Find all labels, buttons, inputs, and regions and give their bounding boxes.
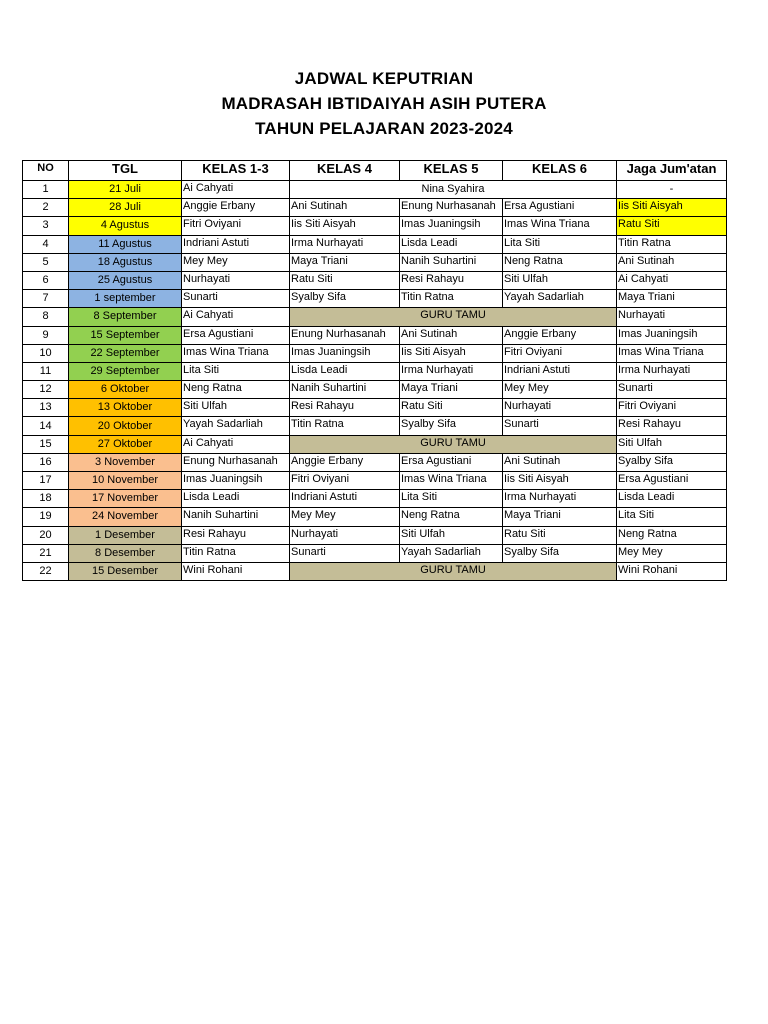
row-no: 11	[23, 362, 69, 380]
header-kelas-6: KELAS 6	[503, 161, 617, 181]
row-kelas-5: Ersa Agustiani	[400, 453, 503, 471]
row-kelas-6: Irma Nurhayati	[503, 490, 617, 508]
row-kelas-4: Mey Mey	[290, 508, 400, 526]
row-kelas-6: Imas Wina Triana	[503, 217, 617, 235]
row-no: 10	[23, 344, 69, 362]
table-row	[23, 326, 727, 344]
header-tgl: TGL	[69, 161, 182, 181]
table-row	[23, 381, 727, 399]
row-kelas-6: Anggie Erbany	[503, 326, 617, 344]
row-jaga-jumatan: Nurhayati	[617, 308, 727, 326]
row-jaga-jumatan: Ani Sutinah	[617, 253, 727, 271]
row-tgl: 25 Agustus	[69, 271, 182, 289]
table-row	[23, 508, 727, 526]
row-kelas-1-3: Nurhayati	[182, 271, 290, 289]
row-jaga-jumatan: Lisda Leadi	[617, 490, 727, 508]
row-jaga-jumatan: Fitri Oviyani	[617, 399, 727, 417]
row-no: 22	[23, 562, 69, 580]
row-kelas-1-3: Resi Rahayu	[182, 526, 290, 544]
row-kelas-5: Lita Siti	[400, 490, 503, 508]
row-no: 2	[23, 199, 69, 217]
row-kelas-1-3: Lisda Leadi	[182, 490, 290, 508]
row-kelas-6: Lita Siti	[503, 235, 617, 253]
row-kelas-1-3: Nanih Suhartini	[182, 508, 290, 526]
row-kelas-4: Fitri Oviyani	[290, 472, 400, 490]
header-kelas-1-3: KELAS 1-3	[182, 161, 290, 181]
table-row	[23, 435, 727, 453]
row-kelas-5: Imas Juaningsih	[400, 217, 503, 235]
table-row	[23, 199, 727, 217]
row-jaga-jumatan: Resi Rahayu	[617, 417, 727, 435]
table-row	[23, 472, 727, 490]
row-kelas-5: Nanih Suhartini	[400, 253, 503, 271]
row-kelas-5: Maya Triani	[400, 381, 503, 399]
row-kelas-4: Sunarti	[290, 544, 400, 562]
row-kelas-1-3: Fitri Oviyani	[182, 217, 290, 235]
row-no: 9	[23, 326, 69, 344]
row-tgl: 22 September	[69, 344, 182, 362]
row-tgl: 24 November	[69, 508, 182, 526]
row-jaga-jumatan: Ersa Agustiani	[617, 472, 727, 490]
row-tgl: 29 September	[69, 362, 182, 380]
row-tgl: 13 Oktober	[69, 399, 182, 417]
row-jaga-jumatan: Maya Triani	[617, 290, 727, 308]
row-no: 20	[23, 526, 69, 544]
header-kelas-4: KELAS 4	[290, 161, 400, 181]
row-tgl: 8 September	[69, 308, 182, 326]
row-kelas-6: Sunarti	[503, 417, 617, 435]
table-row	[23, 544, 727, 562]
row-tgl: 18 Agustus	[69, 253, 182, 271]
row-no: 12	[23, 381, 69, 399]
row-jaga-jumatan: Lita Siti	[617, 508, 727, 526]
row-kelas-6: Fitri Oviyani	[503, 344, 617, 362]
row-kelas-5: Irma Nurhayati	[400, 362, 503, 380]
table-row	[23, 308, 727, 326]
row-kelas-6: Ratu Siti	[503, 526, 617, 544]
row-tgl: 8 Desember	[69, 544, 182, 562]
row-kelas-4: Titin Ratna	[290, 417, 400, 435]
row-kelas-4: Enung Nurhasanah	[290, 326, 400, 344]
row-no: 1	[23, 181, 69, 199]
row-no: 15	[23, 435, 69, 453]
row-merged-kelas: Nina Syahira	[290, 181, 617, 199]
row-jaga-jumatan: Siti Ulfah	[617, 435, 727, 453]
row-no: 8	[23, 308, 69, 326]
row-guru-tamu: GURU TAMU	[290, 562, 617, 580]
header-kelas-5: KELAS 5	[400, 161, 503, 181]
row-kelas-6: Syalby Sifa	[503, 544, 617, 562]
header-no: NO	[23, 161, 69, 181]
row-kelas-4: Maya Triani	[290, 253, 400, 271]
row-kelas-1-3: Lita Siti	[182, 362, 290, 380]
row-kelas-1-3: Imas Wina Triana	[182, 344, 290, 362]
row-kelas-6: Mey Mey	[503, 381, 617, 399]
header-row	[23, 161, 727, 181]
row-tgl: 4 Agustus	[69, 217, 182, 235]
row-kelas-4: Nurhayati	[290, 526, 400, 544]
row-kelas-5: Yayah Sadarliah	[400, 544, 503, 562]
row-kelas-1-3: Titin Ratna	[182, 544, 290, 562]
row-kelas-6: Ani Sutinah	[503, 453, 617, 471]
row-tgl: 1 september	[69, 290, 182, 308]
row-kelas-5: Neng Ratna	[400, 508, 503, 526]
table-row	[23, 271, 727, 289]
title-line-2: MADRASAH IBTIDAIYAH ASIH PUTERA	[221, 94, 547, 113]
row-kelas-6: Yayah Sadarliah	[503, 290, 617, 308]
row-kelas-4: Indriani Astuti	[290, 490, 400, 508]
row-guru-tamu: GURU TAMU	[290, 435, 617, 453]
row-kelas-5: Siti Ulfah	[400, 526, 503, 544]
row-kelas-1-3: Imas Juaningsih	[182, 472, 290, 490]
row-jaga-jumatan: -	[617, 181, 727, 199]
table-row	[23, 235, 727, 253]
row-guru-tamu: GURU TAMU	[290, 308, 617, 326]
schedule-table	[22, 160, 727, 581]
row-kelas-1-3: Neng Ratna	[182, 381, 290, 399]
row-kelas-5: Enung Nurhasanah	[400, 199, 503, 217]
row-kelas-6: Iis Siti Aisyah	[503, 472, 617, 490]
row-kelas-5: Ani Sutinah	[400, 326, 503, 344]
row-kelas-4: Iis Siti Aisyah	[290, 217, 400, 235]
row-jaga-jumatan: Ratu Siti	[617, 217, 727, 235]
row-kelas-1-3: Ersa Agustiani	[182, 326, 290, 344]
row-kelas-5: Ratu Siti	[400, 399, 503, 417]
row-no: 19	[23, 508, 69, 526]
row-kelas-6: Nurhayati	[503, 399, 617, 417]
row-kelas-4: Irma Nurhayati	[290, 235, 400, 253]
table-row	[23, 417, 727, 435]
row-tgl: 28 Juli	[69, 199, 182, 217]
row-kelas-1-3: Enung Nurhasanah	[182, 453, 290, 471]
title-line-1: JADWAL KEPUTRIAN	[294, 69, 474, 88]
table-row	[23, 217, 727, 235]
table-row	[23, 562, 727, 580]
row-no: 18	[23, 490, 69, 508]
row-jaga-jumatan: Imas Wina Triana	[617, 344, 727, 362]
row-jaga-jumatan: Iis Siti Aisyah	[617, 199, 727, 217]
title-line-3: TAHUN PELAJARAN 2023-2024	[255, 119, 513, 138]
table-row	[23, 362, 727, 380]
row-no: 13	[23, 399, 69, 417]
row-tgl: 3 November	[69, 453, 182, 471]
row-no: 4	[23, 235, 69, 253]
row-tgl: 6 Oktober	[69, 381, 182, 399]
row-no: 21	[23, 544, 69, 562]
row-no: 14	[23, 417, 69, 435]
row-jaga-jumatan: Wini Rohani	[617, 562, 727, 580]
row-tgl: 20 Oktober	[69, 417, 182, 435]
row-kelas-1-3: Ai Cahyati	[182, 435, 290, 453]
table-row	[23, 181, 727, 199]
row-tgl: 11 Agustus	[69, 235, 182, 253]
row-no: 17	[23, 472, 69, 490]
row-kelas-4: Lisda Leadi	[290, 362, 400, 380]
row-jaga-jumatan: Imas Juaningsih	[617, 326, 727, 344]
document-title	[0, 66, 768, 141]
row-kelas-5: Lisda Leadi	[400, 235, 503, 253]
row-kelas-5: Imas Wina Triana	[400, 472, 503, 490]
row-kelas-4: Anggie Erbany	[290, 453, 400, 471]
row-tgl: 21 Juli	[69, 181, 182, 199]
table-row	[23, 253, 727, 271]
row-kelas-6: Neng Ratna	[503, 253, 617, 271]
row-no: 16	[23, 453, 69, 471]
row-kelas-4: Syalby Sifa	[290, 290, 400, 308]
row-kelas-1-3: Wini Rohani	[182, 562, 290, 580]
row-kelas-6: Indriani Astuti	[503, 362, 617, 380]
row-kelas-1-3: Anggie Erbany	[182, 199, 290, 217]
row-jaga-jumatan: Irma Nurhayati	[617, 362, 727, 380]
row-kelas-6: Siti Ulfah	[503, 271, 617, 289]
row-kelas-1-3: Mey Mey	[182, 253, 290, 271]
row-no: 6	[23, 271, 69, 289]
table-row	[23, 290, 727, 308]
row-kelas-4: Imas Juaningsih	[290, 344, 400, 362]
schedule-body	[23, 181, 727, 581]
row-tgl: 1 Desember	[69, 526, 182, 544]
row-kelas-6: Ersa Agustiani	[503, 199, 617, 217]
row-no: 3	[23, 217, 69, 235]
row-no: 5	[23, 253, 69, 271]
row-tgl: 10 November	[69, 472, 182, 490]
row-kelas-6: Maya Triani	[503, 508, 617, 526]
row-kelas-1-3: Yayah Sadarliah	[182, 417, 290, 435]
row-tgl: 27 Oktober	[69, 435, 182, 453]
header-jaga-jumatan: Jaga Jum'atan	[617, 161, 727, 181]
row-kelas-4: Ratu Siti	[290, 271, 400, 289]
table-row	[23, 399, 727, 417]
row-kelas-5: Resi Rahayu	[400, 271, 503, 289]
row-jaga-jumatan: Neng Ratna	[617, 526, 727, 544]
row-jaga-jumatan: Mey Mey	[617, 544, 727, 562]
row-kelas-4: Resi Rahayu	[290, 399, 400, 417]
table-row	[23, 526, 727, 544]
row-jaga-jumatan: Syalby Sifa	[617, 453, 727, 471]
row-tgl: 15 September	[69, 326, 182, 344]
row-kelas-5: Titin Ratna	[400, 290, 503, 308]
row-kelas-1-3: Ai Cahyati	[182, 308, 290, 326]
table-row	[23, 344, 727, 362]
table-row	[23, 453, 727, 471]
row-no: 7	[23, 290, 69, 308]
row-kelas-4: Nanih Suhartini	[290, 381, 400, 399]
row-kelas-1-3: Ai Cahyati	[182, 181, 290, 199]
row-kelas-1-3: Siti Ulfah	[182, 399, 290, 417]
row-tgl: 17 November	[69, 490, 182, 508]
row-jaga-jumatan: Titin Ratna	[617, 235, 727, 253]
row-jaga-jumatan: Ai Cahyati	[617, 271, 727, 289]
row-jaga-jumatan: Sunarti	[617, 381, 727, 399]
row-kelas-4: Ani Sutinah	[290, 199, 400, 217]
row-kelas-5: Syalby Sifa	[400, 417, 503, 435]
row-kelas-5: Iis Siti Aisyah	[400, 344, 503, 362]
table-row	[23, 490, 727, 508]
row-kelas-1-3: Sunarti	[182, 290, 290, 308]
row-tgl: 15 Desember	[69, 562, 182, 580]
row-kelas-1-3: Indriani Astuti	[182, 235, 290, 253]
